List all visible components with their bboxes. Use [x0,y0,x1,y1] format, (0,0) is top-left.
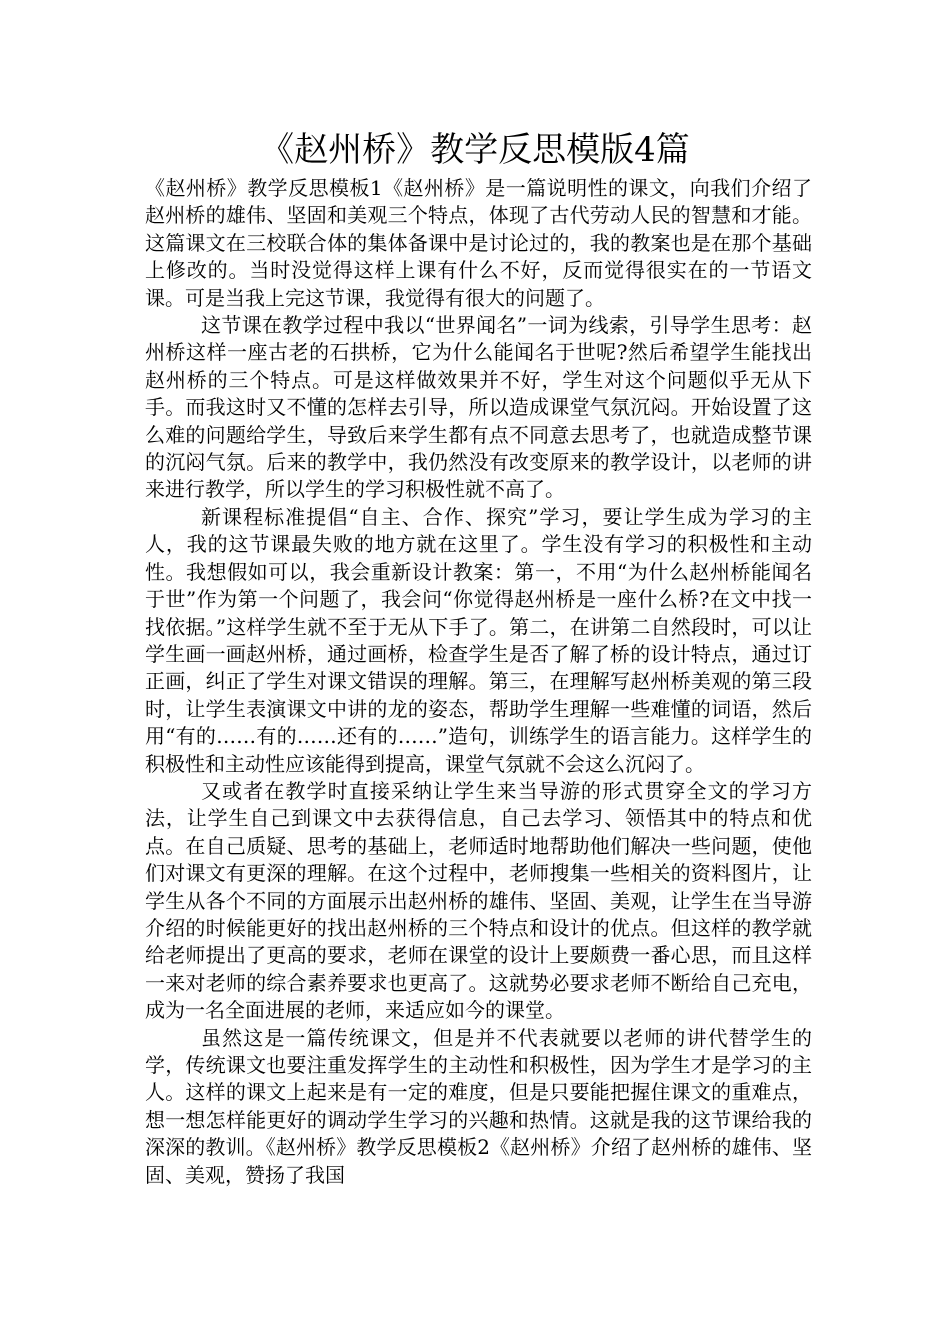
document-title: 《赵州桥》教学反思模版4篇 [260,130,690,170]
paragraph-2: 这节课在教学过程中我以“世界闻名”一词为线索，引导学生思考：赵州桥这样一座古老的石拱桥，它为什么能闻名于世呢?然后希望学生能找出赵州桥的三个特点。可是这样做效果并不好，学生对这个问题似乎无从下手。而我这时又不懂的怎样去引导，所以造成课堂气氛沉闷。开始设置了这么难的问题给学生，导致后来学生都有点不同意去思考了，也就造成整节课的沉闷气氛。后来的教学中，我仍然没有改变原来的教学设计，以老师的讲来进行教学，所以学生的学习积极性就不高了。 [145,313,812,502]
paragraph-5: 虽然这是一篇传统课文，但是并不代表就要以老师的讲代替学生的学，传统课文也要注重发挥学生的主动性和积极性，因为学生才是学习的主人。这样的课文上起来是有一定的难度，但是只要能把握住课文的重难点，想一想怎样能更好的调动学生学习的兴趣和热情。这就是我的这节课给我的深深的教训。《赵州桥》教学反思模板2《赵州桥》介绍了赵州桥的雄伟、坚固、美观，赞扬了我国 [145,1025,812,1187]
paragraph-3: 新课程标准提倡“自主、合作、探究”学习，要让学生成为学习的主人，我的这节课最失败的地方就在这里了。学生没有学习的积极性和主动性。我想假如可以，我会重新设计教案：第一，不用“为什么赵州桥能闻名于世”作为第一个问题了，我会问“你觉得赵州桥是一座什么桥?在文中找一找依据。”这样学生就不至于无从下手了。第二，在讲第二自然段时，可以让学生画一画赵州桥，通过画桥，检查学生是否了解了桥的设计特点，通过订正画，纠正了学生对课文错误的理解。第三，在理解写赵州桥美观的第三段时，让学生表演课文中讲的龙的姿态，帮助学生理解一些难懂的词语，然后用“有的……有的……还有的……”造句，训练学生的语言能力。这样学生的积极性和主动性应该能得到提高，课堂气氛就不会这么沉闷了。 [145,504,812,776]
paragraph-1: 《赵州桥》教学反思模板1《赵州桥》是一篇说明性的课文，向我们介绍了赵州桥的雄伟、坚固和美观三个特点，体现了古代劳动人民的智慧和才能。这篇课文在三校联合体的集体备课中是讨论过的，我的教案也是在那个基础上修改的。当时没觉得这样上课有什么不好，反而觉得很实在的一节语文课。可是当我上完这节课，我觉得有很大的问题了。 [145,176,812,310]
paragraph-4: 又或者在教学时直接采纳让学生来当导游的形式贯穿全文的学习方法，让学生自己到课文中去获得信息，自己去学习、领悟其中的特点和优点。在自己质疑、思考的基础上，老师适时地帮助他们解决一些问题，使他们对课文有更深的理解。在这个过程中，老师搜集一些相关的资料图片，让学生从各个不同的方面展示出赵州桥的雄伟、坚固、美观，让学生在当导游介绍的时候能更好的找出赵州桥的三个特点和设计的优点。但这样的教学就给老师提出了更高的要求，老师在课堂的设计上要颇费一番心思，而且这样一来对老师的综合素养要求也更高了。这就势必要求老师不断给自己充电，成为一名全面进展的老师，来适应如今的课堂。 [145,778,812,1023]
document-body [145,175,812,1189]
